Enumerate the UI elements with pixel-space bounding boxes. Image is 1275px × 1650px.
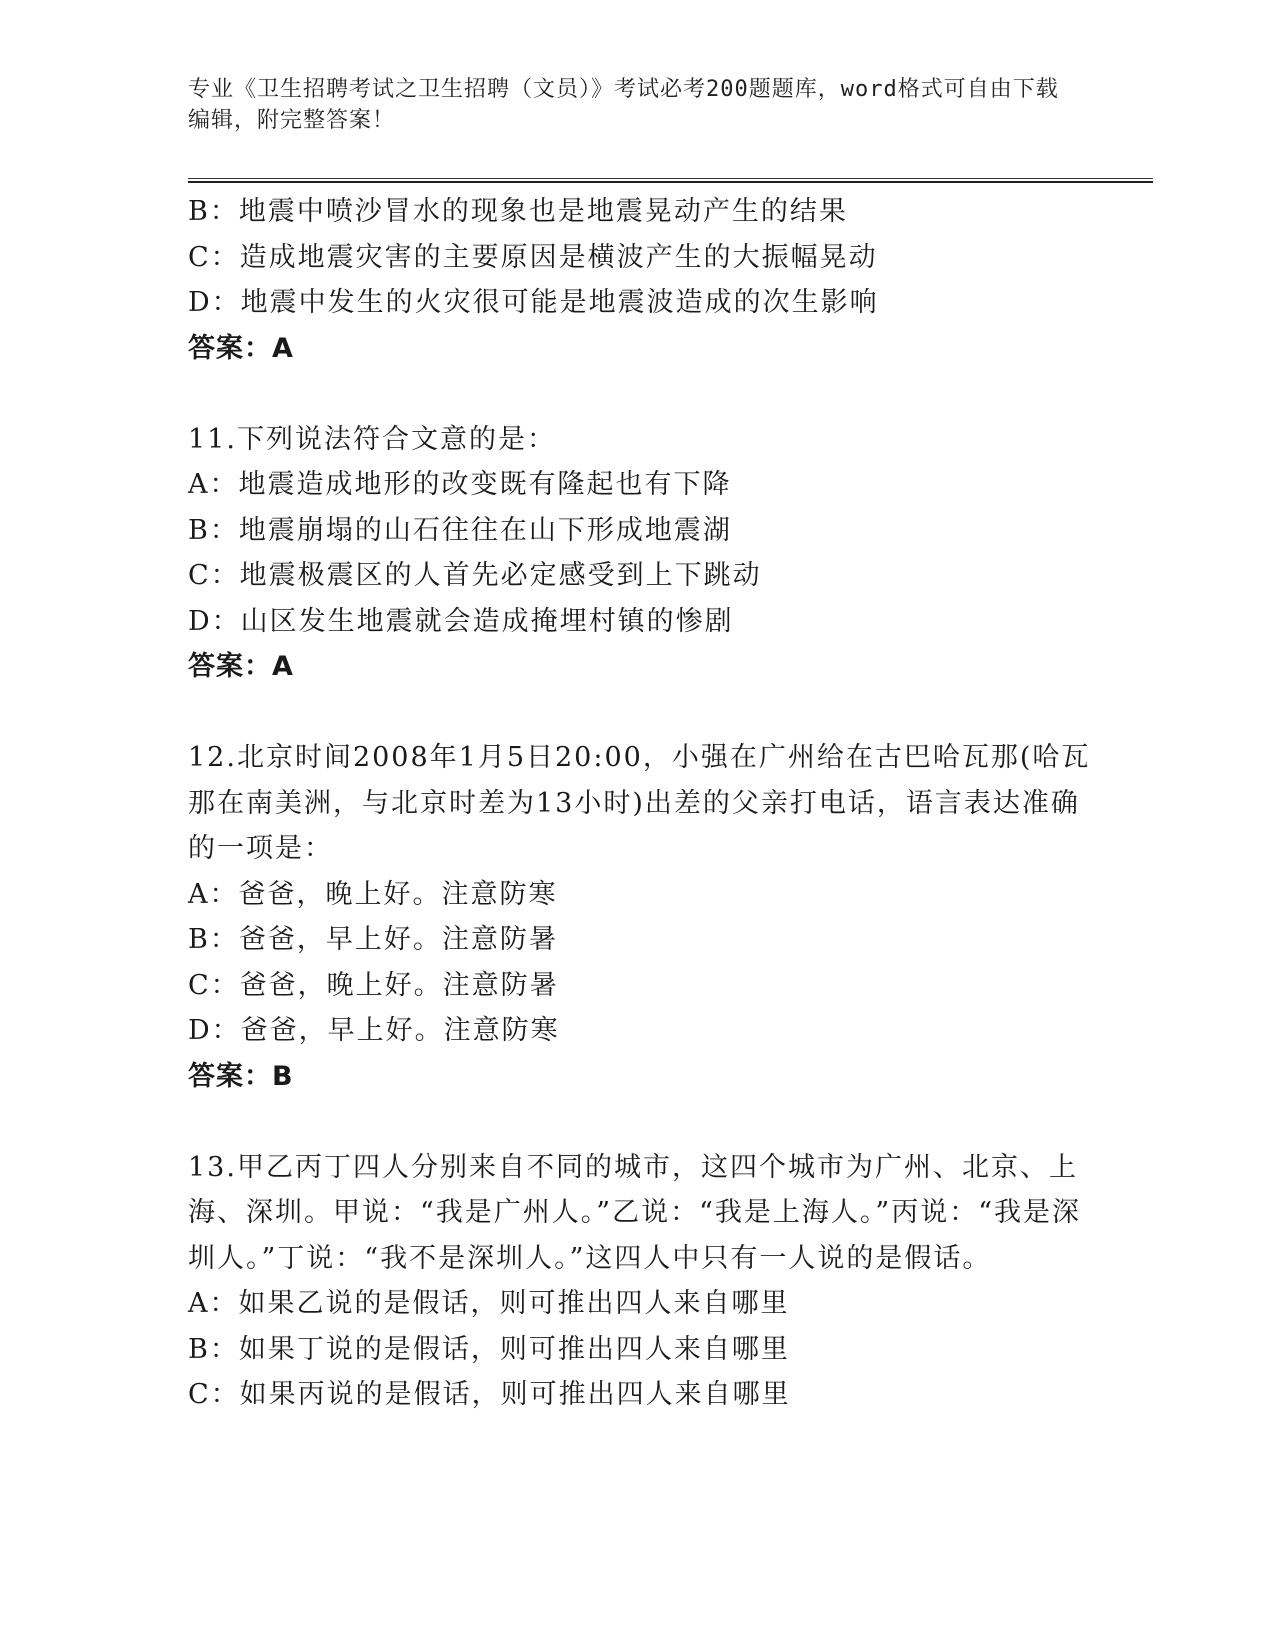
option-c: C：爸爸，晚上好。注意防暑 [188, 969, 559, 1001]
question-stem: 12.北京时间2008年1月5日20:00，小强在广州给在古巴哈瓦那(哈瓦那在南美洲，与北京时差为13小时)出差的父亲打电话，语言表达准确的一项是： [188, 742, 1091, 864]
option-a: A：地震造成地形的改变既有隆起也有下降 [188, 469, 732, 500]
option-a: A：爸爸，晚上好。注意防寒 [188, 878, 558, 910]
option-b: B：地震中喷沙冒水的现象也是地震晃动产生的结果 [188, 196, 848, 227]
spacer [188, 1099, 1108, 1145]
question-stem: 13.甲乙丙丁四人分别来自不同的城市，这四个城市为广州、北京、上海、深圳。甲说：“我是广州人。”乙说：“我是上海人。”丙说：“我是深圳人。”丁说：“我不是深圳人。”这四人中只有一人说的是假话。 [188, 1151, 1082, 1274]
answer-line: 答案：A [188, 332, 294, 364]
option-b: B：如果丁说的是假话，则可推出四人来自哪里 [188, 1333, 790, 1365]
answer-line: 答案：A [188, 651, 294, 682]
question-13 [188, 1145, 1108, 1418]
option-d: D：地震中发生的火灾很可能是地震波造成的次生影响 [188, 287, 879, 318]
spacer [188, 371, 1108, 417]
header-divider-thick [188, 181, 1153, 183]
header-divider-thin [188, 178, 1153, 179]
option-b: B：爸爸，早上好。注意防暑 [188, 924, 558, 955]
option-d: D：爸爸，早上好。注意防寒 [188, 1015, 560, 1046]
prev-question-block [188, 189, 1108, 371]
option-b: B：地震崩塌的山石往往在山下形成地震湖 [188, 514, 732, 546]
question-stem: 11.下列说法符合文意的是： [188, 423, 556, 455]
document-header: 专业《卫生招聘考试之卫生招聘（文员）》考试必考200题题库，word格式可自由下载编辑，附完整答案！ [188, 77, 1059, 133]
option-c: C：造成地震灾害的主要原因是横波产生的大振幅晃动 [188, 241, 878, 273]
option-a: A：如果乙说的是假话，则可推出四人来自哪里 [188, 1288, 790, 1319]
spacer [188, 690, 1108, 736]
answer-line: 答案：B [188, 1060, 294, 1092]
option-c: C：地震极震区的人首先必定感受到上下跳动 [188, 560, 762, 591]
question-11 [188, 417, 1108, 690]
question-12 [188, 735, 1108, 1099]
question-content [188, 189, 1108, 1418]
option-d: D：山区发生地震就会造成掩埋村镇的惨剧 [188, 605, 734, 637]
option-c: C：如果丙说的是假话，则可推出四人来自哪里 [188, 1379, 791, 1410]
